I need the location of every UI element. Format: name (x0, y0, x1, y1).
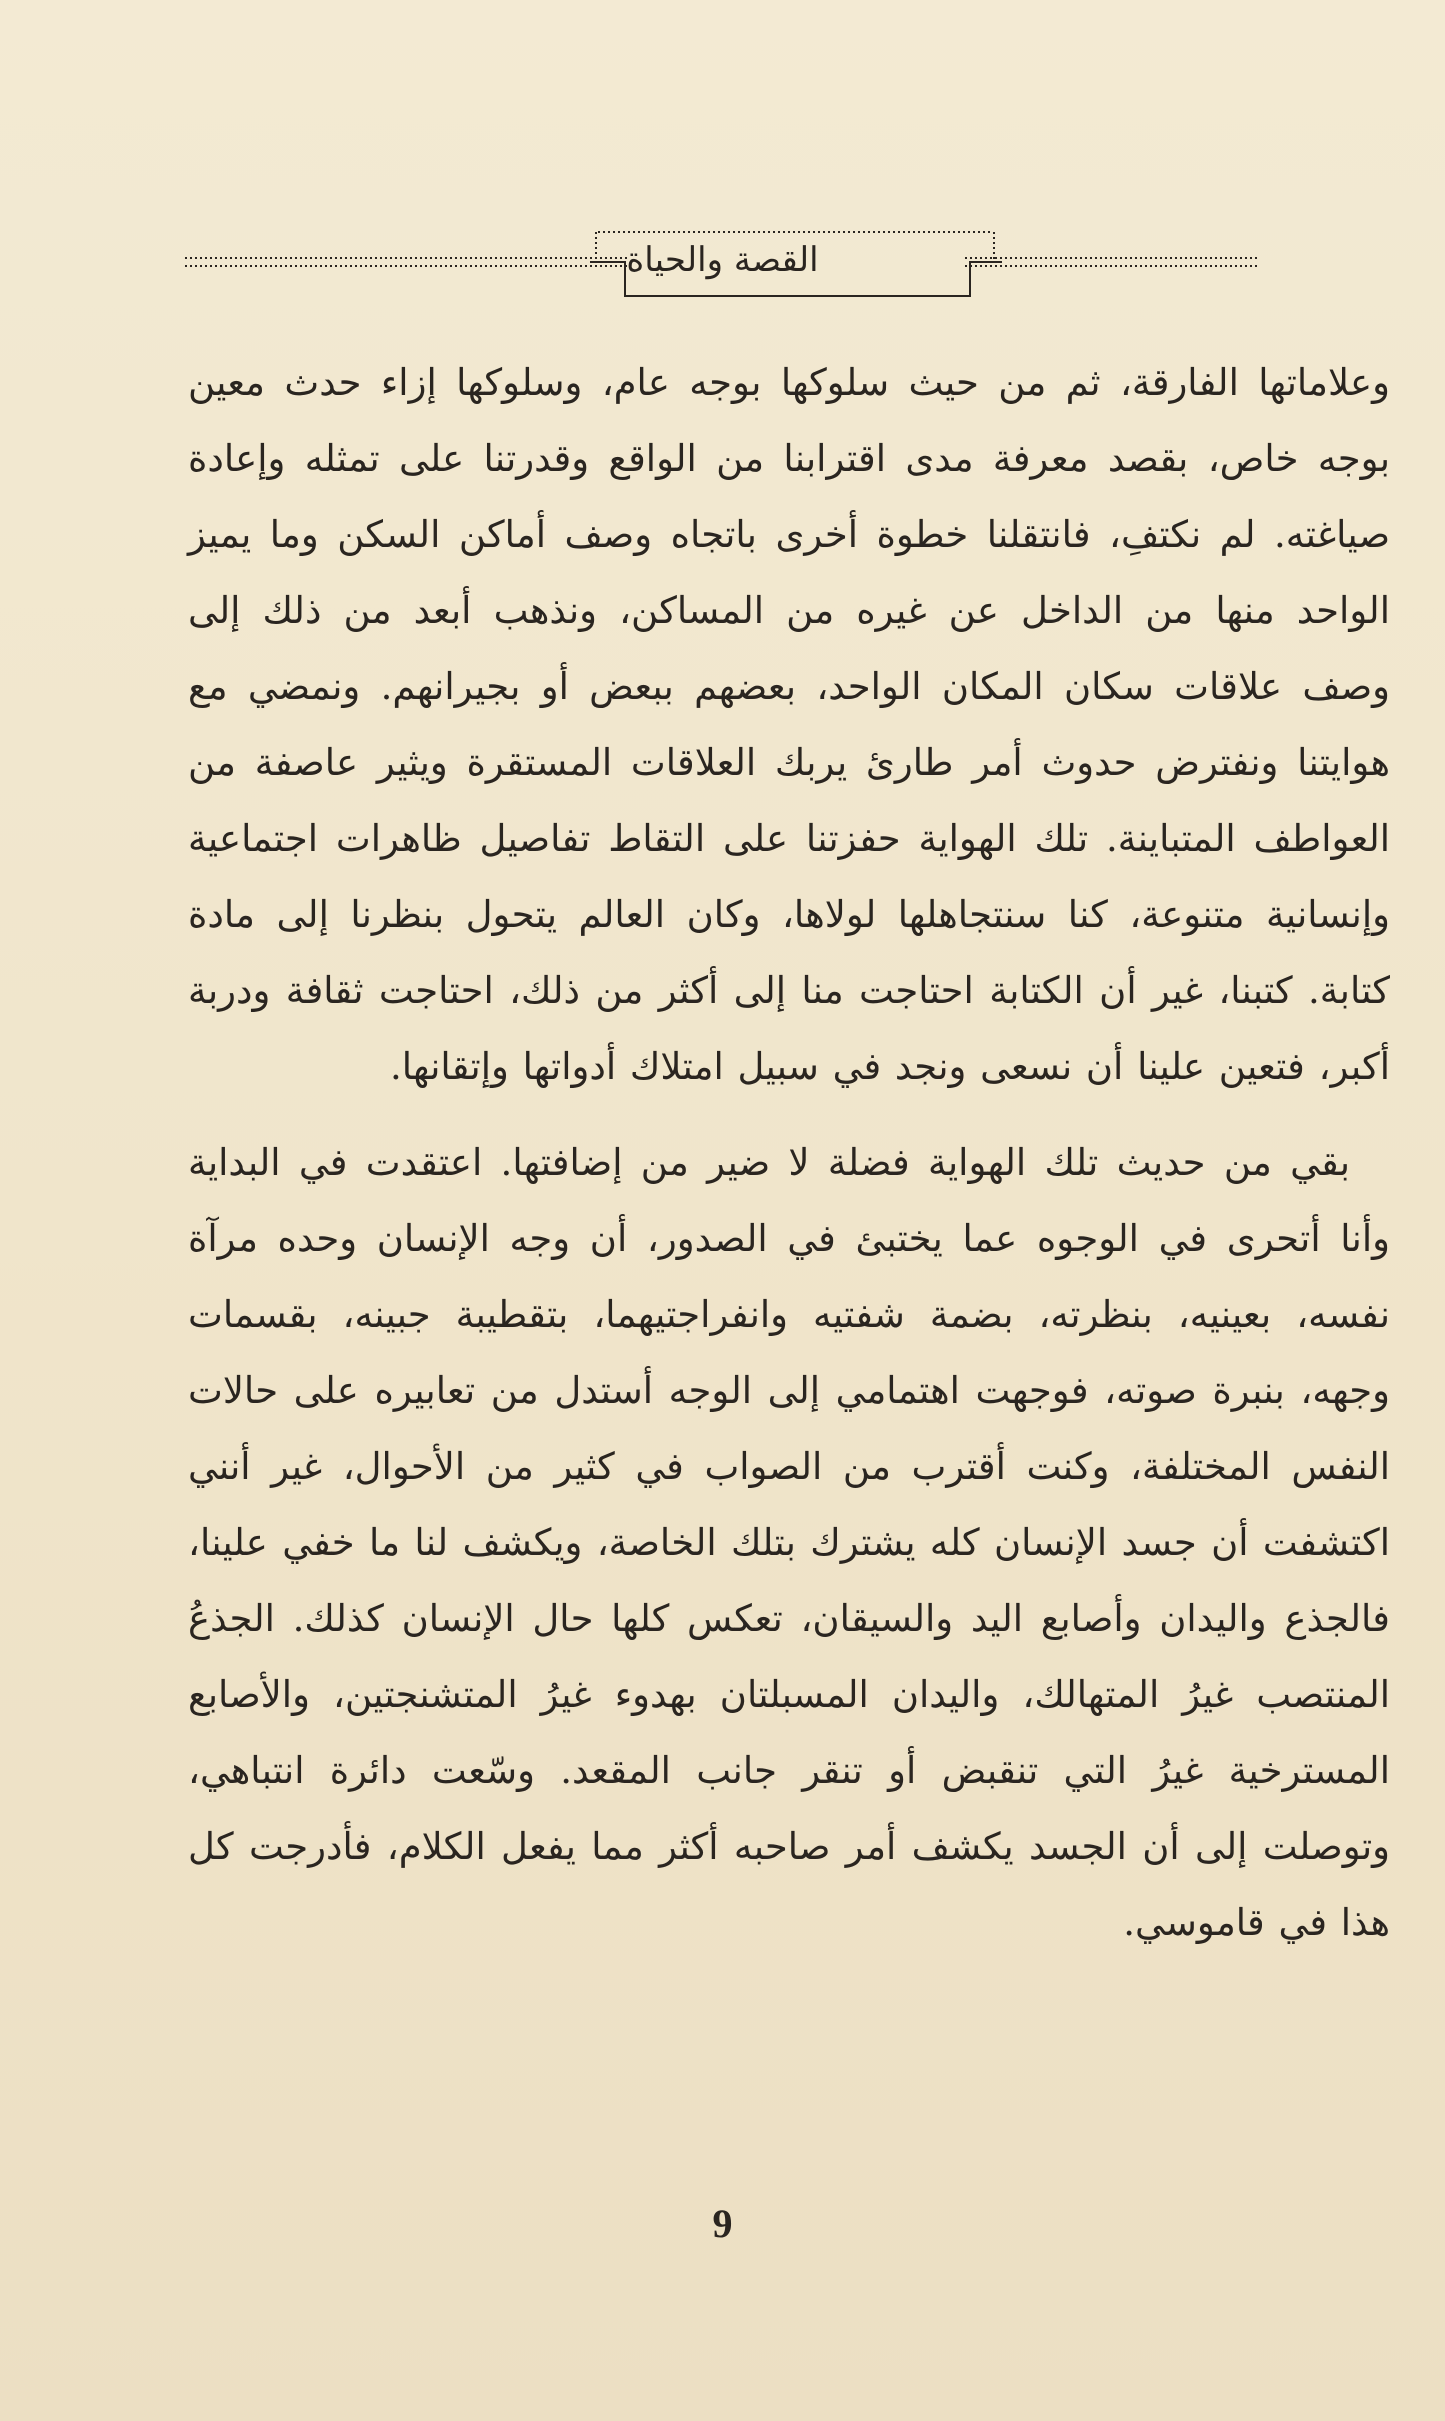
body-text (188, 345, 1390, 1961)
running-header (180, 222, 1265, 304)
running-header-title: القصة والحياة (626, 240, 819, 280)
paragraph-1: وعلاماتها الفارقة، ثم من حيث سلوكها بوجه عام، وسلوكها إزاء حدث معين بوجه خاص، بقصد معرفة مدى اقترابنا من الواقع وقدرتنا على تمثله وإعادة صياغته. لم نكتفِ، فانتقلنا خطوة أخرى باتجاه وصف أماكن السكن وما يميز الواحد منها من الداخل عن غيره من المساكن، ونذهب أبعد من ذلك إلى وصف علاقات سكان المكان الواحد، بعضهم ببعض أو بجيرانهم. ونمضي مع هوايتنا ونفترض حدوث أمر طارئ يربك العلاقات المستقرة ويثير عاصفة من العواطف المتباينة. تلك الهواية حفزتنا على التقاط تفاصيل ظاهرات اجتماعية وإنسانية متنوعة، كنا سنتجاهلها لولاها، وكان العالم يتحول بنظرنا إلى مادة كتابة. كتبنا، غير أن الكتابة احتاجت منا إلى أكثر من ذلك، احتاجت ثقافة ودربة أكبر، فتعين علينا أن نسعى ونجد في سبيل امتلاك أدواتها وإتقانها. (188, 361, 1390, 1088)
page-number: 9 (712, 2201, 733, 2246)
paragraph-2: بقي من حديث تلك الهواية فضلة لا ضير من إضافتها. اعتقدت في البداية وأنا أتحرى في الوجوه عما يختبئ في الصدور، أن وجه الإنسان وحده مرآة نفسه، بعينيه، بنظرته، بضمة شفتيه وانفراجتيهما، بتقطيبة جبينه، بقسمات وجهه، بنبرة صوته، فوجهت اهتمامي إلى الوجه أستدل من تعابيره على حالات النفس المختلفة، وكنت أقترب من الصواب في كثير من الأحوال، غير أنني اكتشفت أن جسد الإنسان كله يشترك بتلك الخاصة، ويكشف لنا ما خفي علينا، فالجذع واليدان وأصابع اليد والسيقان، تعكس كلها حال الإنسان كذلك. الجذعُ المنتصب غيرُ المتهالك، واليدان المسبلتان بهدوء غيرُ المتشنجتين، والأصابع المسترخية غيرُ التي تنقبض أو تنقر جانب المقعد. وسّعت دائرة انتباهي، وتوصلت إلى أن الجسد يكشف أمر صاحبه أكثر مما يفعل الكلام، فأدرجت كل هذا في قاموسي. (188, 1141, 1390, 1944)
